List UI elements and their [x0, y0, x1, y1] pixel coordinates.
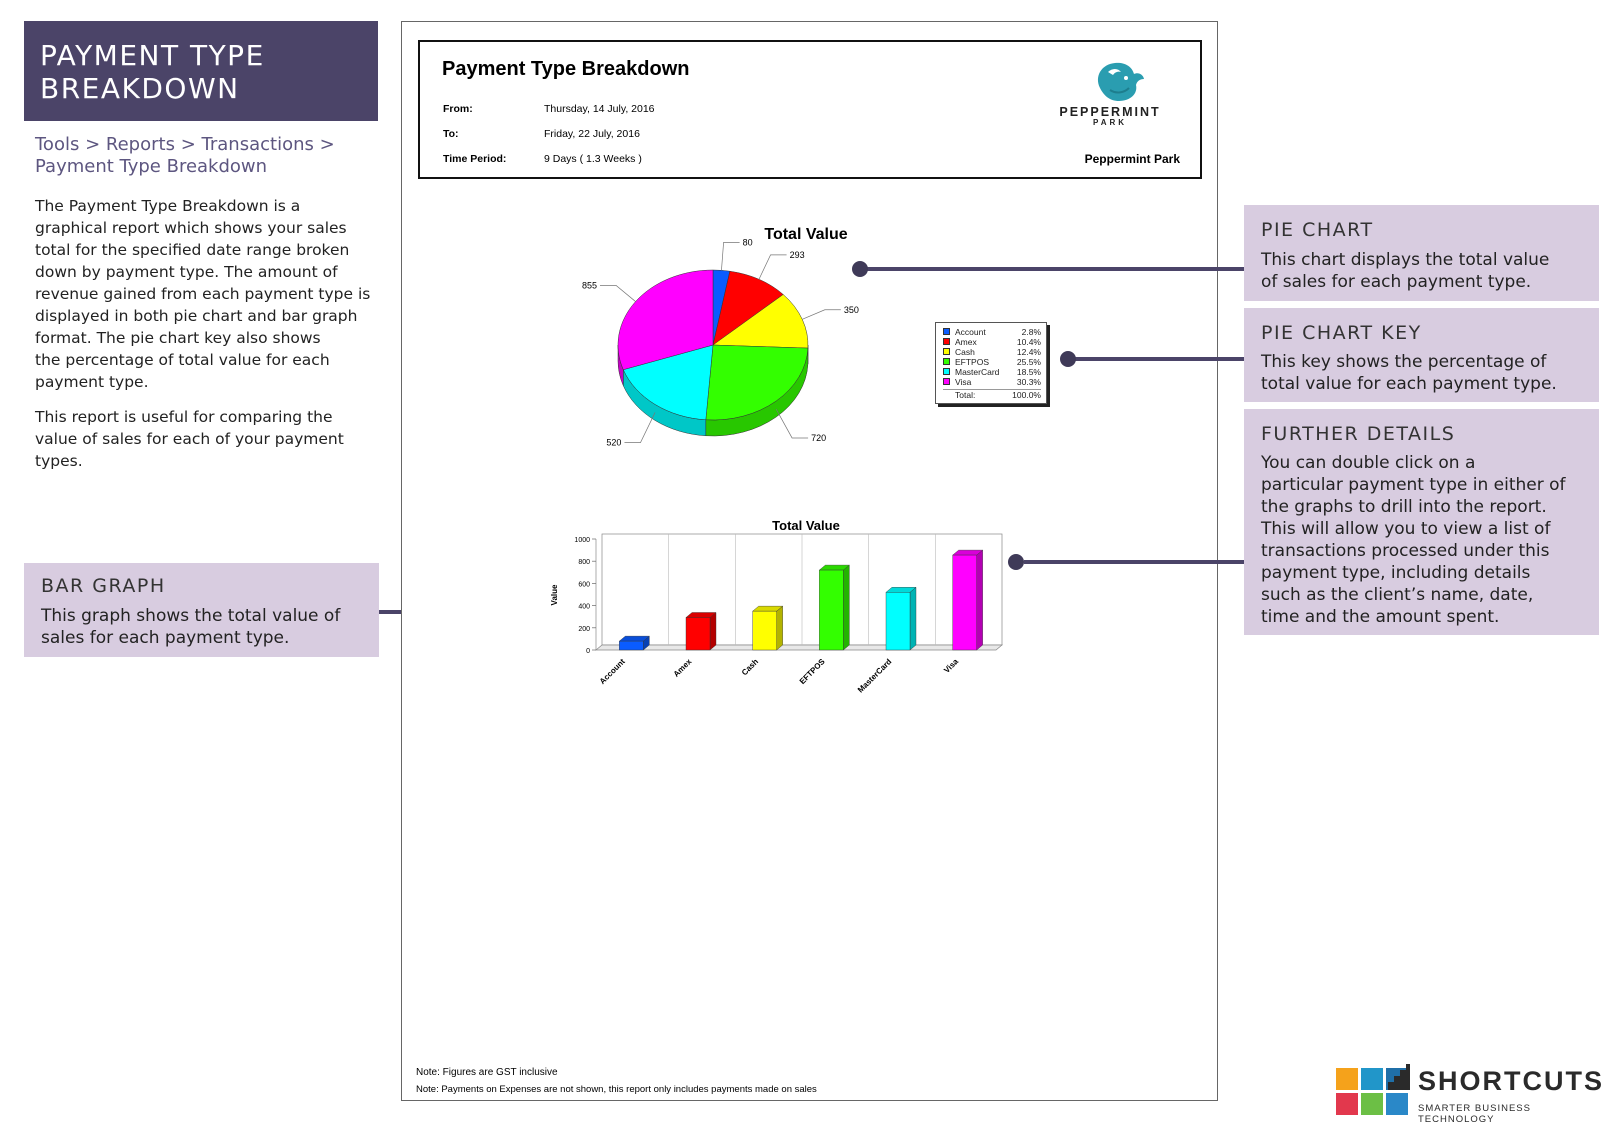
brand-stairs-icon — [1386, 1062, 1410, 1090]
key-name: Cash — [955, 347, 975, 357]
pie-data-label: 293 — [789, 249, 805, 260]
pie-data-label: 350 — [843, 304, 859, 315]
breadcrumb-item-reports[interactable]: Reports — [105, 134, 175, 155]
key-swatch — [943, 348, 950, 355]
pie-slice-eftpos[interactable] — [706, 345, 808, 420]
brand-name: SHORTCUTS — [1418, 1066, 1604, 1096]
pie-chart[interactable] — [401, 215, 921, 470]
bar-side — [910, 587, 916, 650]
bar-side — [710, 612, 716, 650]
bar-y-tick-label: 800 — [578, 559, 590, 567]
bar-visa[interactable] — [953, 555, 977, 650]
bar-account[interactable] — [619, 641, 643, 650]
key-row[interactable] — [943, 357, 1041, 367]
company-name: Peppermint Park — [1084, 152, 1180, 166]
bar-x-tick-label: EFTPOS — [797, 657, 827, 687]
callout-heading: PIE CHART KEY — [1261, 322, 1422, 344]
breadcrumb-item-transactions[interactable]: Transactions — [201, 134, 314, 155]
bar-x-tick-label: Amex — [671, 657, 694, 679]
bar-side — [777, 606, 783, 650]
key-row[interactable] — [943, 367, 1041, 377]
callout-further-details — [1244, 409, 1599, 635]
pie-leader-line — [600, 285, 636, 301]
key-swatch — [943, 338, 950, 345]
time-period-value: 9 Days ( 1.3 Weeks ) — [544, 153, 642, 165]
bar-side — [977, 550, 983, 650]
key-row[interactable] — [943, 377, 1041, 387]
note-expenses: Note: Payments on Expenses are not shown, this report only includes payments made on sales — [416, 1084, 817, 1095]
pie-data-label: 720 — [811, 432, 827, 443]
key-swatch — [943, 378, 950, 385]
pie-leader-line — [759, 255, 787, 280]
connector-dot — [1060, 351, 1076, 367]
pie-chart-title: Total Value — [764, 226, 848, 243]
key-percentage: 12.4% — [1016, 347, 1041, 357]
breadcrumb-separator: > — [319, 134, 335, 155]
connector-dot — [1008, 554, 1024, 570]
pie-chart-key — [935, 322, 1047, 404]
key-row[interactable] — [943, 337, 1041, 347]
key-name: MasterCard — [955, 367, 1000, 377]
connector-line — [860, 267, 1244, 271]
bar-x-tick-label: MasterCard — [855, 657, 894, 695]
guide-title: PAYMENT TYPE BREAKDOWN — [40, 39, 265, 105]
bar-chart-title: Total Value — [772, 518, 840, 533]
logo-wordmark: PEPPERMINT — [1059, 105, 1161, 119]
callout-body: This key shows the percentage of total value for each payment type. — [1261, 352, 1557, 394]
to-label: To: — [443, 128, 459, 140]
connector-dot — [852, 261, 868, 277]
bar-cash[interactable] — [753, 611, 777, 650]
brand-tagline: SMARTER BUSINESS TECHNOLOGY — [1418, 1103, 1531, 1125]
key-percentage: 10.4% — [1016, 337, 1041, 347]
guide-description: The Payment Type Breakdown is a graphical report which shows your sales total for the specified date range broken down by payment type. The amount of revenue gained from each payment type is displayed in both pie chart and bar graph format. The pie chart key also shows the percentage of total value for each payment type. — [35, 197, 371, 391]
pie-leader-line — [802, 310, 841, 320]
from-label: From: — [443, 103, 473, 115]
key-swatch — [943, 368, 950, 375]
pie-leader-line — [721, 242, 739, 270]
bar-x-tick-label: Account — [597, 657, 627, 687]
key-total-row — [943, 389, 1041, 400]
brand-tile — [1361, 1068, 1383, 1090]
brand-tile — [1361, 1093, 1383, 1115]
key-percentage: 30.3% — [1016, 377, 1041, 387]
key-total-label: Total: — [955, 390, 976, 400]
bar-y-tick-label: 0 — [586, 648, 590, 655]
bar-y-tick-label: 600 — [578, 581, 590, 589]
bar-floor — [596, 645, 1002, 650]
key-total-value: 100.0% — [1012, 390, 1041, 400]
key-percentage: 18.5% — [1016, 367, 1041, 377]
callout-body: You can double click on a particular payment type in either of the graphs to drill into the report. This will allow you to view a list of transactions processed under this payment type, including details such as the client’s name, date, time and the amount spent. — [1261, 453, 1566, 627]
guide-usefulness: This report is useful for comparing the value of sales for each of your payment types. — [35, 408, 344, 470]
callout-pie-chart-key — [1244, 308, 1599, 402]
pie-data-label: 520 — [606, 437, 622, 448]
pie-data-label: 855 — [581, 280, 597, 291]
key-name: Amex — [955, 337, 977, 347]
bar-side — [843, 565, 849, 650]
brand-tile — [1336, 1093, 1358, 1115]
bar-y-tick-label: 400 — [578, 603, 590, 611]
bar-y-tick-label: 200 — [578, 625, 590, 633]
key-percentage: 25.5% — [1016, 357, 1041, 367]
breadcrumb-separator: > — [85, 134, 101, 155]
breadcrumb — [35, 134, 375, 178]
breadcrumb-item-current: Payment Type Breakdown — [35, 156, 268, 177]
bar-eftpos[interactable] — [819, 570, 843, 650]
report-title: Payment Type Breakdown — [442, 58, 690, 80]
callout-body: This chart displays the total value of sales for each payment type. — [1261, 250, 1550, 292]
bar-x-tick-label: Cash — [739, 657, 761, 678]
key-name: Visa — [955, 377, 972, 387]
bar-amex[interactable] — [686, 617, 710, 650]
callout-heading: FURTHER DETAILS — [1261, 423, 1456, 445]
pie-data-label: 80 — [742, 237, 753, 248]
callout-pie-chart — [1244, 205, 1599, 301]
key-swatch — [943, 328, 950, 335]
callout-heading: PIE CHART — [1261, 219, 1374, 241]
brand-tile — [1386, 1093, 1408, 1115]
peppermint-park-logo-icon — [1088, 58, 1148, 104]
key-percentage: 2.8% — [1021, 327, 1041, 337]
bar-y-axis-label: Value — [550, 584, 559, 606]
logo-wordmark-sub: PARK — [1092, 118, 1128, 127]
key-row[interactable] — [943, 347, 1041, 357]
bar-mastercard[interactable] — [886, 592, 910, 650]
time-period-label: Time Period: — [443, 153, 507, 165]
key-row[interactable] — [943, 327, 1041, 337]
note-gst: Note: Figures are GST inclusive — [416, 1067, 558, 1078]
connector-line — [1068, 357, 1244, 361]
brand-tile — [1336, 1068, 1358, 1090]
guide-title-block — [24, 21, 378, 121]
breadcrumb-item-tools[interactable]: Tools — [35, 134, 80, 155]
bar-x-tick-label: Visa — [942, 657, 961, 675]
key-swatch — [943, 358, 950, 365]
breadcrumb-separator: > — [180, 134, 196, 155]
bar-y-tick-label: 1000 — [574, 537, 590, 544]
callout-heading: BAR GRAPH — [41, 575, 166, 597]
key-name: EFTPOS — [955, 357, 990, 367]
bar-chart[interactable] — [401, 510, 1061, 725]
callout-body: This graph shows the total value of sales for each payment type. — [41, 606, 341, 648]
to-value: Friday, 22 July, 2016 — [544, 128, 640, 140]
key-name: Account — [955, 327, 986, 337]
connector-line — [1024, 560, 1244, 564]
callout-bar-graph — [24, 563, 379, 657]
from-value: Thursday, 14 July, 2016 — [544, 103, 655, 115]
